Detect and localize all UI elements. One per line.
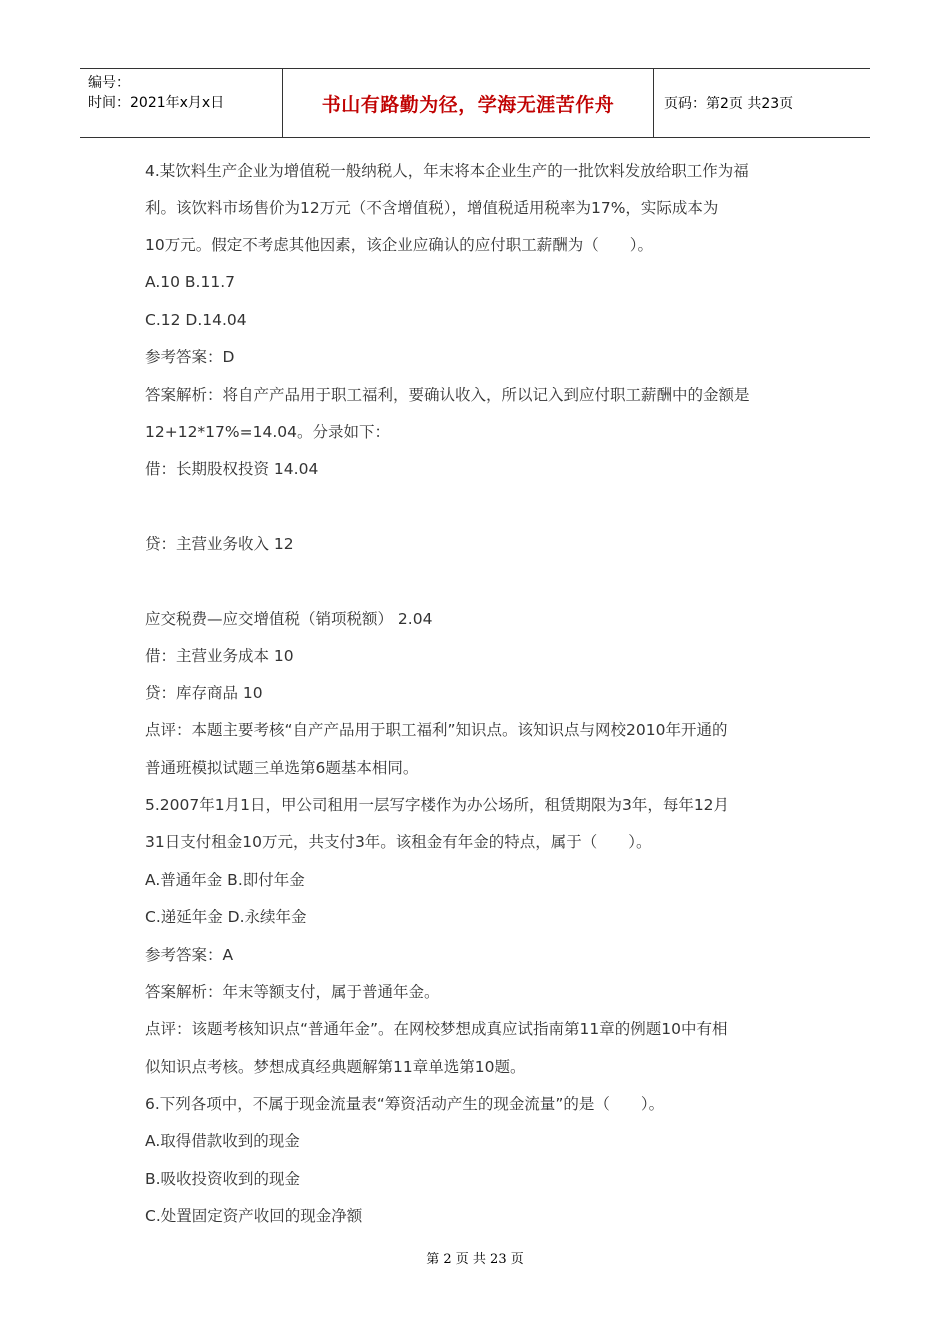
page-header [80,68,870,138]
q6-option-a: A.取得借款收到的现金 [145,1132,300,1150]
q4-entry-credit-2: 应交税费—应交增值税（销项税额） 2.04 [145,610,433,628]
q6-option-c: C.处置固定资产收回的现金净额 [145,1207,363,1225]
number-label: 编号： [88,75,130,91]
q6-option-b: B.吸收投资收到的现金 [145,1170,301,1188]
q5-stem-line-1: 5.2007年1月1日，甲公司租用一层写字楼作为办公场所，租赁期限为3年，每年12月 [145,796,730,814]
q5-comment-line-2: 似知识点考核。梦想成真经典题解第11章单选第10题。 [145,1058,526,1076]
q4-comment-line-1: 点评：本题主要考核“自产产品用于职工福利”知识点。该知识点与网校2010年开通的 [145,721,728,739]
time-label: 时间：2021年x月x日 [88,95,225,111]
q4-entry-debit-2: 借：主营业务成本 10 [145,647,294,665]
q4-stem-line-3: 10万元。假定不考虑其他因素，该企业应确认的应付职工薪酬为（ ）。 [145,236,653,254]
q4-entry-credit-1: 贷：主营业务收入 12 [145,535,294,553]
q6-stem: 6.下列各项中，不属于现金流量表“筹资活动产生的现金流量”的是（ ）。 [145,1095,665,1113]
q5-explanation: 答案解析：年末等额支付，属于普通年金。 [145,983,440,1001]
q4-answer: 参考答案：D [145,348,235,366]
q4-comment-line-2: 普通班模拟试题三单选第6题基本相同。 [145,759,419,777]
q4-entry-debit-1: 借：长期股权投资 14.04 [145,460,319,478]
q4-stem-line-2: 利。该饮料市场售价为12万元（不含增值税），增值税适用税率为17%，实际成本为 [145,199,719,217]
q5-comment-line-1: 点评：该题考核知识点“普通年金”。在网校梦想成真应试指南第11章的例题10中有相 [145,1020,728,1038]
q5-answer: 参考答案：A [145,946,234,964]
q4-stem-line-1: 4.某饮料生产企业为增值税一般纳税人，年末将本企业生产的一批饮料发放给职工作为福 [145,162,749,180]
q5-options-cd: C.递延年金 D.永续年金 [145,908,307,926]
header-page-info: 页码：第2页 共23页 [664,96,794,112]
q4-explanation-line-2: 12+12*17%=14.04。分录如下： [145,423,390,441]
page-footer: 第 2 页 共 23 页 [426,1252,524,1267]
header-meta [80,69,282,137]
q4-explanation-line-1: 答案解析：将自产产品用于职工福利，要确认收入，所以记入到应付职工薪酬中的金额是 [145,386,750,404]
q5-stem-line-2: 31日支付租金10万元，共支付3年。该租金有年金的特点，属于（ ）。 [145,833,652,851]
q5-options-ab: A.普通年金 B.即付年金 [145,871,305,889]
q4-options-cd: C.12 D.14.04 [145,311,247,329]
q4-entry-credit-3: 贷：库存商品 10 [145,684,263,702]
q4-options-ab: A.10 B.11.7 [145,273,235,291]
header-motto: 书山有路勤为径，学海无涯苦作舟 [282,69,654,137]
